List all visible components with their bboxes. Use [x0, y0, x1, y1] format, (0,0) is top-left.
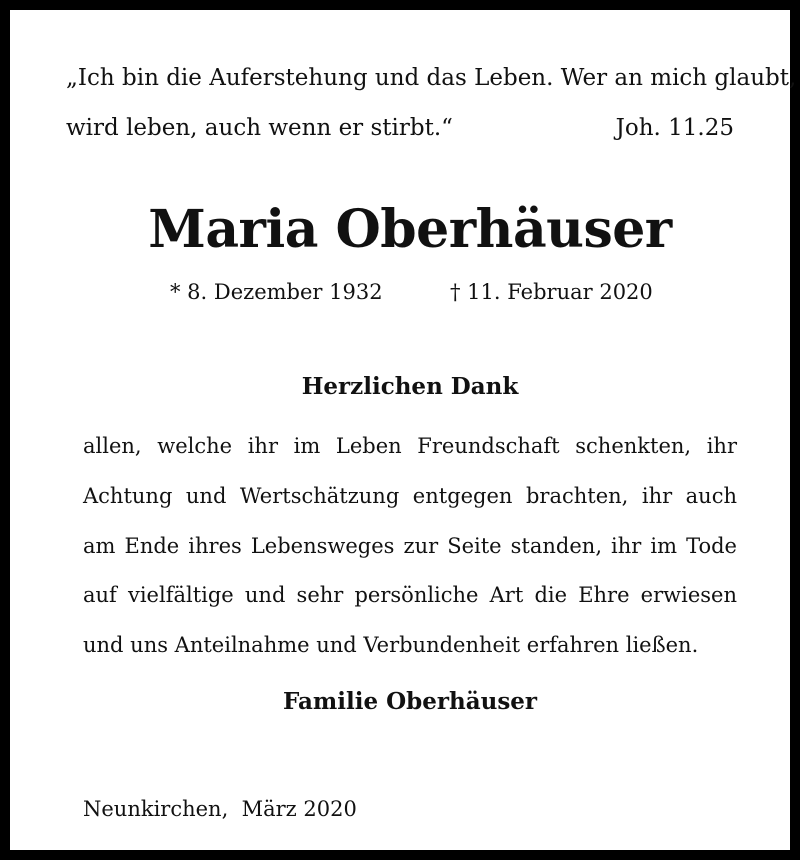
death-date: † 11. Februar 2020 [450, 280, 653, 304]
birth-date: * 8. Dezember 1932 [170, 280, 383, 304]
thanks-text-line: und uns Anteilnahme und Verbundenheit erfahren ließen. [83, 633, 699, 657]
bible-quote-line-2: wird leben, auch wenn er stirbt.“ [66, 115, 453, 141]
thanks-text-line: auf vielfältige und sehr persönliche Art die Ehre erwiesen [83, 583, 737, 607]
thanks-heading: Herzlichen Dank [301, 373, 519, 400]
place-and-date: Neunkirchen, März 2020 [83, 797, 357, 821]
thanks-text-line: am Ende ihres Lebensweges zur Seite standen, ihr im Tode [83, 534, 737, 558]
thanks-text-line: allen, welche ihr im Leben Freundschaft schenkten, ihr [83, 434, 737, 458]
bible-quote-reference: Joh. 11.25 [615, 115, 734, 141]
family-signature: Familie Oberhäuser [282, 688, 538, 715]
bible-quote-line-1: „Ich bin die Auferstehung und das Leben. Wer an mich glaubt, [66, 65, 797, 91]
deceased-name: Maria Oberhäuser [148, 199, 672, 260]
thanks-text-line: Achtung und Wertschätzung entgegen brachten, ihr auch [83, 484, 737, 508]
